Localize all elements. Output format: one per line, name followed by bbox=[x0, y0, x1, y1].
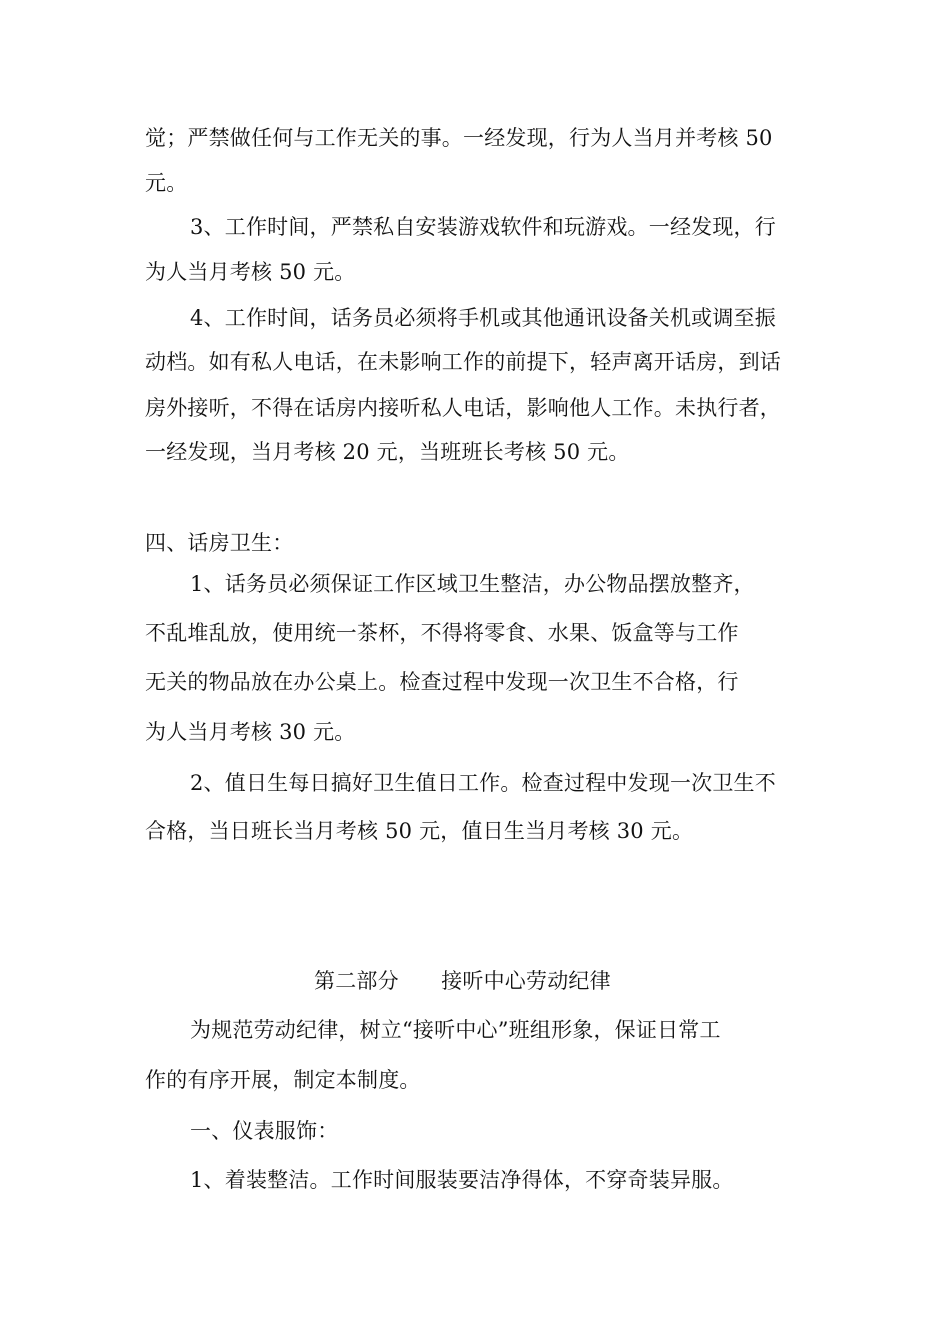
rule-item-4-line: 动档。如有私人电话，在未影响工作的前提下，轻声离开话房，到话 bbox=[145, 350, 781, 374]
hygiene-item-1-line: 无关的物品放在办公桌上。检查过程中发现一次卫生不合格，行 bbox=[145, 670, 739, 694]
rule-item-4-line: 房外接听，不得在话房内接听私人电话，影响他人工作。未执行者， bbox=[145, 396, 781, 420]
hygiene-item-2-line: 合格，当日班长当月考核 50 元，值日生当月考核 30 元。 bbox=[145, 819, 694, 843]
rule-item-4-line: 4、工作时间，话务员必须将手机或其他通讯设备关机或调至振 bbox=[190, 306, 776, 330]
paragraph-line: 元。 bbox=[145, 171, 188, 195]
rule-item-3-line: 3、工作时间，严禁私自安装游戏软件和玩游戏。一经发现，行 bbox=[190, 215, 776, 239]
rule-item-3-line: 为人当月考核 50 元。 bbox=[145, 260, 356, 284]
section-heading-hygiene: 四、话房卫生： bbox=[145, 531, 294, 555]
intro-paragraph-line: 作的有序开展，制定本制度。 bbox=[145, 1068, 421, 1092]
rule-item-4-line: 一经发现，当月考核 20 元，当班班长考核 50 元。 bbox=[145, 440, 630, 464]
intro-paragraph-line: 为规范劳动纪律，树立“接听中心”班组形象，保证日常工 bbox=[190, 1018, 721, 1042]
paragraph-line: 觉；严禁做任何与工作无关的事。一经发现，行为人当月并考核 50 bbox=[145, 126, 773, 150]
part-two-title: 第二部分 接听中心劳动纪律 bbox=[314, 969, 611, 993]
hygiene-item-1-line: 1、话务员必须保证工作区域卫生整洁，办公物品摆放整齐， bbox=[190, 572, 755, 596]
attire-item-1-line: 1、着装整洁。工作时间服装要洁净得体，不穿奇装异服。 bbox=[190, 1168, 734, 1192]
hygiene-item-1-line: 为人当月考核 30 元。 bbox=[145, 720, 356, 744]
hygiene-item-2-line: 2、值日生每日搞好卫生值日工作。检查过程中发现一次卫生不 bbox=[190, 771, 776, 795]
section-heading-attire: 一、仪表服饰： bbox=[190, 1119, 339, 1143]
hygiene-item-1-line: 不乱堆乱放，使用统一茶杯，不得将零食、水果、饭盒等与工作 bbox=[145, 621, 739, 645]
